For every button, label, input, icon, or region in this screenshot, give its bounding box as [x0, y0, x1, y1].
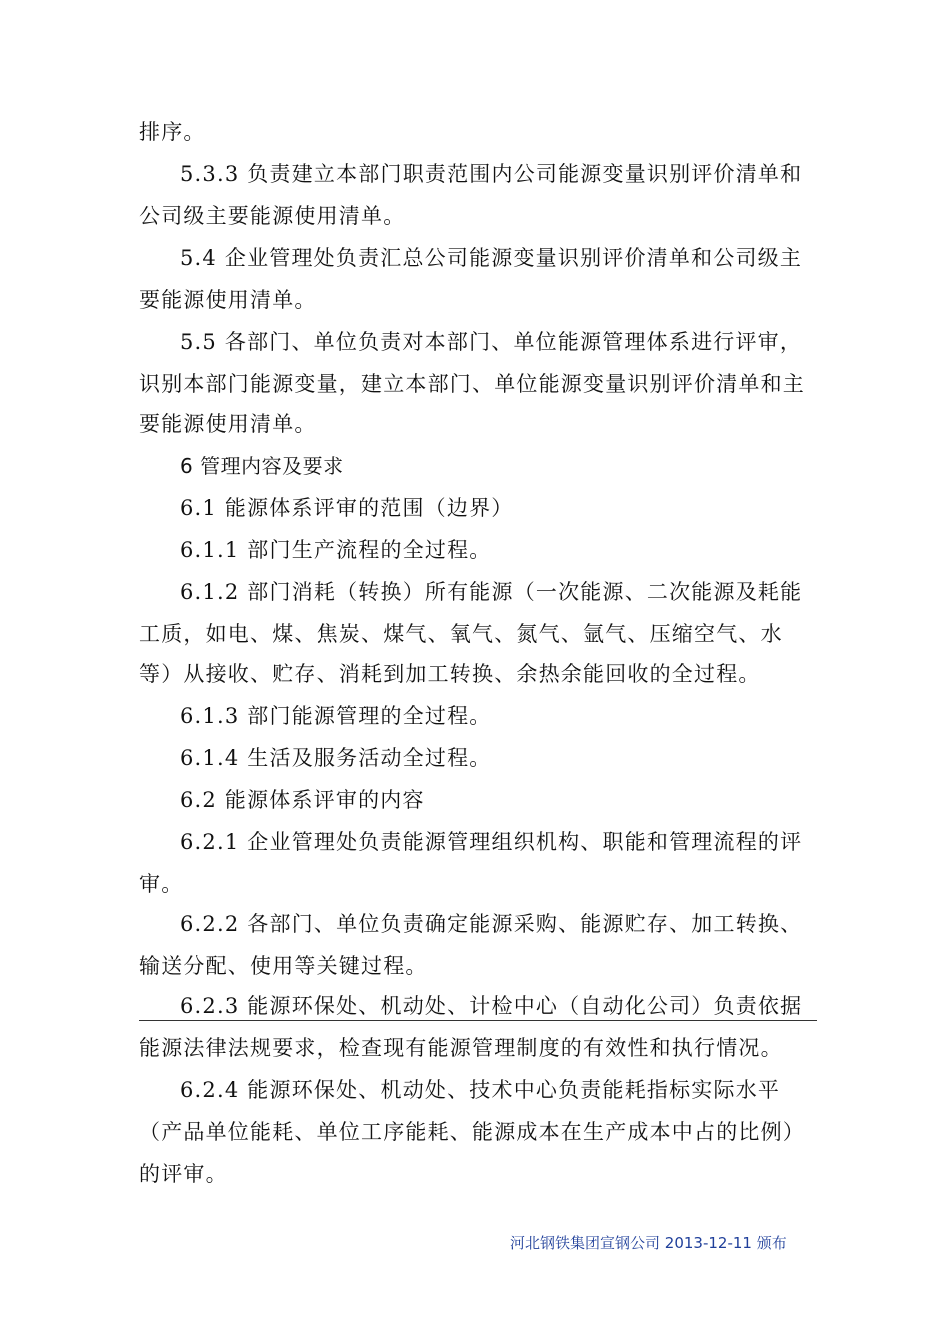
text-line: 的评审。	[139, 1162, 228, 1186]
text-line: （产品单位能耗、单位工序能耗、能源成本在生产成本中占的比例）	[139, 1120, 805, 1144]
text-line: 6.2.2 各部门、单位负责确定能源采购、能源贮存、加工转换、	[180, 912, 803, 936]
text-line: 6.1.3 部门能源管理的全过程。	[180, 704, 492, 728]
text-line: 6.1.1 部门生产流程的全过程。	[180, 538, 492, 562]
text-line: 识别本部门能源变量，建立本部门、单位能源变量识别评价清单和主	[139, 372, 805, 396]
horizontal-rule	[139, 1020, 817, 1021]
text-line: 6.1.4 生活及服务活动全过程。	[180, 746, 492, 770]
text-line: 公司级主要能源使用清单。	[139, 204, 406, 228]
text-line: 6.2.3 能源环保处、机动处、计检中心（自动化公司）负责依据	[180, 994, 803, 1018]
text-line: 6.2 能源体系评审的内容	[180, 788, 425, 812]
text-line: 6.2.1 企业管理处负责能源管理组织机构、职能和管理流程的评	[180, 830, 803, 854]
text-line: 要能源使用清单。	[139, 412, 317, 436]
text-line: 5.5 各部门、单位负责对本部门、单位能源管理体系进行评审，	[180, 330, 803, 354]
text-line: 能源法律法规要求，检查现有能源管理制度的有效性和执行情况。	[139, 1036, 783, 1060]
text-line: 6.1 能源体系评审的范围（边界）	[180, 496, 514, 520]
text-line: 要能源使用清单。	[139, 288, 317, 312]
text-line: 5.3.3 负责建立本部门职责范围内公司能源变量识别评价清单和	[180, 162, 803, 186]
text-line: 排序。	[139, 120, 206, 144]
section-heading: 6 管理内容及要求	[180, 454, 344, 478]
text-line: 5.4 企业管理处负责汇总公司能源变量识别评价清单和公司级主	[180, 246, 803, 270]
text-line: 输送分配、使用等关键过程。	[139, 954, 428, 978]
text-line: 审。	[139, 872, 184, 896]
text-line: 工质，如电、煤、焦炭、煤气、氧气、氮气、氩气、压缩空气、水	[139, 622, 783, 646]
text-line: 6.1.2 部门消耗（转换）所有能源（一次能源、二次能源及耗能	[180, 580, 803, 604]
text-line: 等）从接收、贮存、消耗到加工转换、余热余能回收的全过程。	[139, 662, 761, 686]
issue-footer: 河北钢铁集团宣钢公司 2013-12-11 颁布	[510, 1234, 787, 1252]
text-line: 6.2.4 能源环保处、机动处、技术中心负责能耗指标实际水平	[180, 1078, 781, 1102]
